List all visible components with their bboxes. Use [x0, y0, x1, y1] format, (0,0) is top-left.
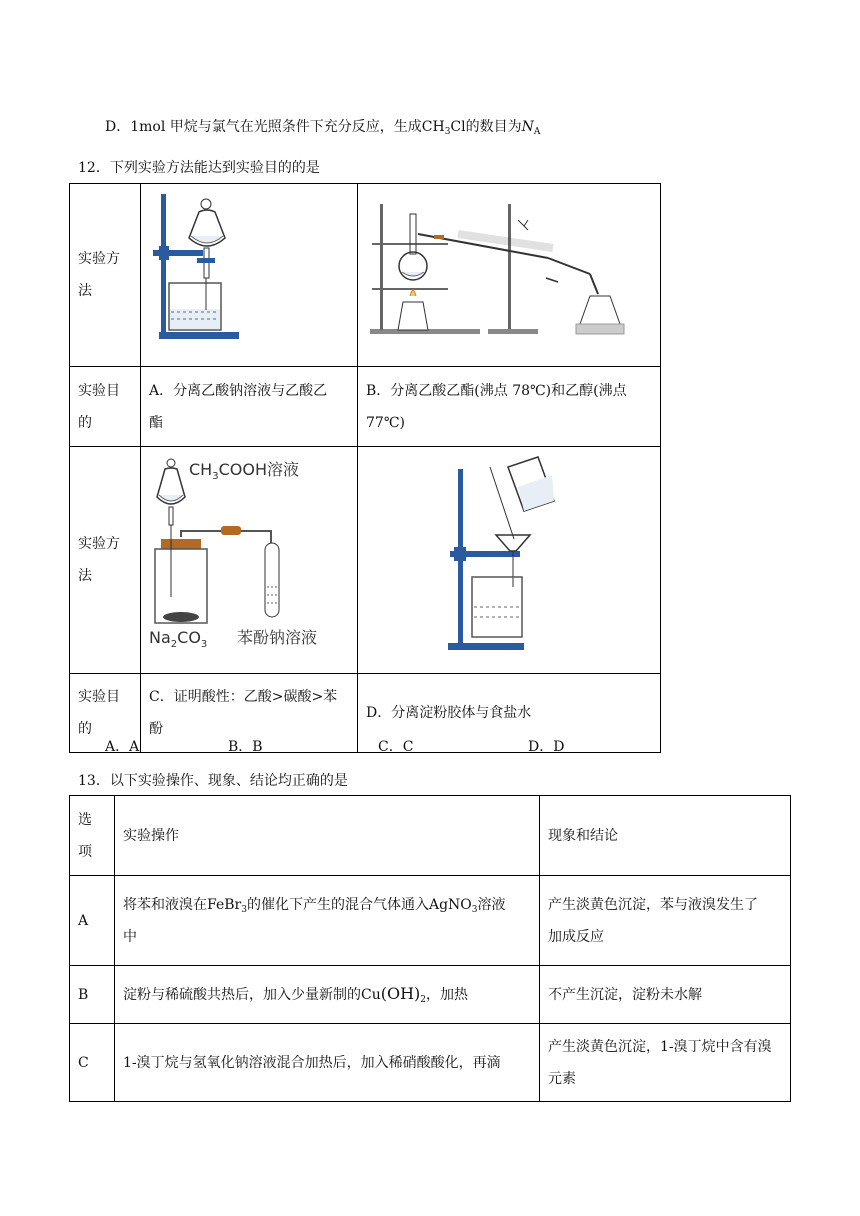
q12-goal-d: D．分离淀粉胶体与食盐水: [358, 674, 661, 753]
q12-choice-c[interactable]: C．C: [378, 739, 414, 755]
q13-row-a-result: 产生淡黄色沉淀，苯与液溴发生了 加成反应: [540, 876, 791, 966]
q13-table: [69, 795, 791, 1102]
q11-option-d-suffix: 的数目为: [465, 119, 522, 135]
q12-choice-d[interactable]: D．D: [528, 739, 565, 755]
q13-row-c-label: C: [70, 1024, 115, 1102]
q12-goal-b: B．分离乙酸乙酯(沸点 78℃)和乙醇(沸点 77℃): [358, 367, 661, 447]
q13-row-c-operation: 1-溴丁烷与氢氧化钠溶液混合加热后，加入稀硝酸酸化，再滴: [115, 1024, 540, 1102]
distillation-figure: [358, 184, 660, 354]
q12-fig-b: [358, 184, 661, 367]
q13-header-result: 现象和结论: [540, 796, 791, 876]
separatory-funnel-figure: [141, 184, 357, 354]
q11-option-d-text: D．1mol 甲烷与氯气在光照条件下充分反应，生成: [105, 119, 422, 135]
q12-choice-a[interactable]: A．A: [105, 739, 140, 755]
fig-c-label-right: 苯酚钠溶液: [237, 628, 318, 647]
q11-option-d: [105, 116, 540, 136]
q12-row-label-method-1: 实验方 法: [70, 184, 141, 367]
q13-header-option: 选 项: [70, 796, 115, 876]
q12-table: [69, 183, 661, 753]
q11-n-sub: A: [533, 127, 541, 137]
q13-header-operation: 实验操作: [115, 796, 540, 876]
q11-n: N: [521, 119, 534, 135]
q12-fig-c: [141, 447, 358, 674]
q13-row-a-label: A: [70, 876, 115, 966]
q12-choice-b[interactable]: B．B: [228, 739, 263, 755]
q13-row-b-operation: 淀粉与稀硫酸共热后，加入少量新制的$Cu(OH)_2$，加热: [115, 966, 540, 1024]
q12-fig-d: [358, 447, 661, 674]
q12-goal-a: A．分离乙酸钠溶液与乙酸乙 酯: [141, 367, 358, 447]
q13-row-c-result: 产生淡黄色沉淀，1-溴丁烷中含有溴 元素: [540, 1024, 791, 1102]
q13-row-b-label: B: [70, 966, 115, 1024]
q13-stem: 13．以下实验操作、现象、结论均正确的是: [78, 773, 348, 789]
q12-row-label-goal-1: 实验目 的: [70, 367, 141, 447]
q12-goal-c: C．证明酸性：乙酸>碳酸>苯 酚: [141, 674, 358, 753]
acidity-apparatus-figure: [141, 447, 357, 661]
q12-row-label-goal-2: 实验目 的: [70, 674, 141, 753]
q13-row-b-result: 不产生沉淀，淀粉未水解: [540, 966, 791, 1024]
q12-row-label-method-2: 实验方 法: [70, 447, 141, 674]
q13-row-a-operation: 将苯和液溴在FeBr$_3$的催化下产生的混合气体通入AgNO$_3$溶液 中: [115, 876, 540, 966]
q11-formula: $CH_3Cl$: [421, 119, 466, 137]
fig-c-label-top: $CH_3COOH$溶液: [189, 460, 299, 482]
q12-stem: 12．下列实验方法能达到实验目的的是: [78, 160, 320, 176]
filtration-figure: [358, 447, 660, 661]
fig-c-label-left: $Na_2CO_3$: [149, 628, 208, 650]
q12-fig-a: [141, 184, 358, 367]
